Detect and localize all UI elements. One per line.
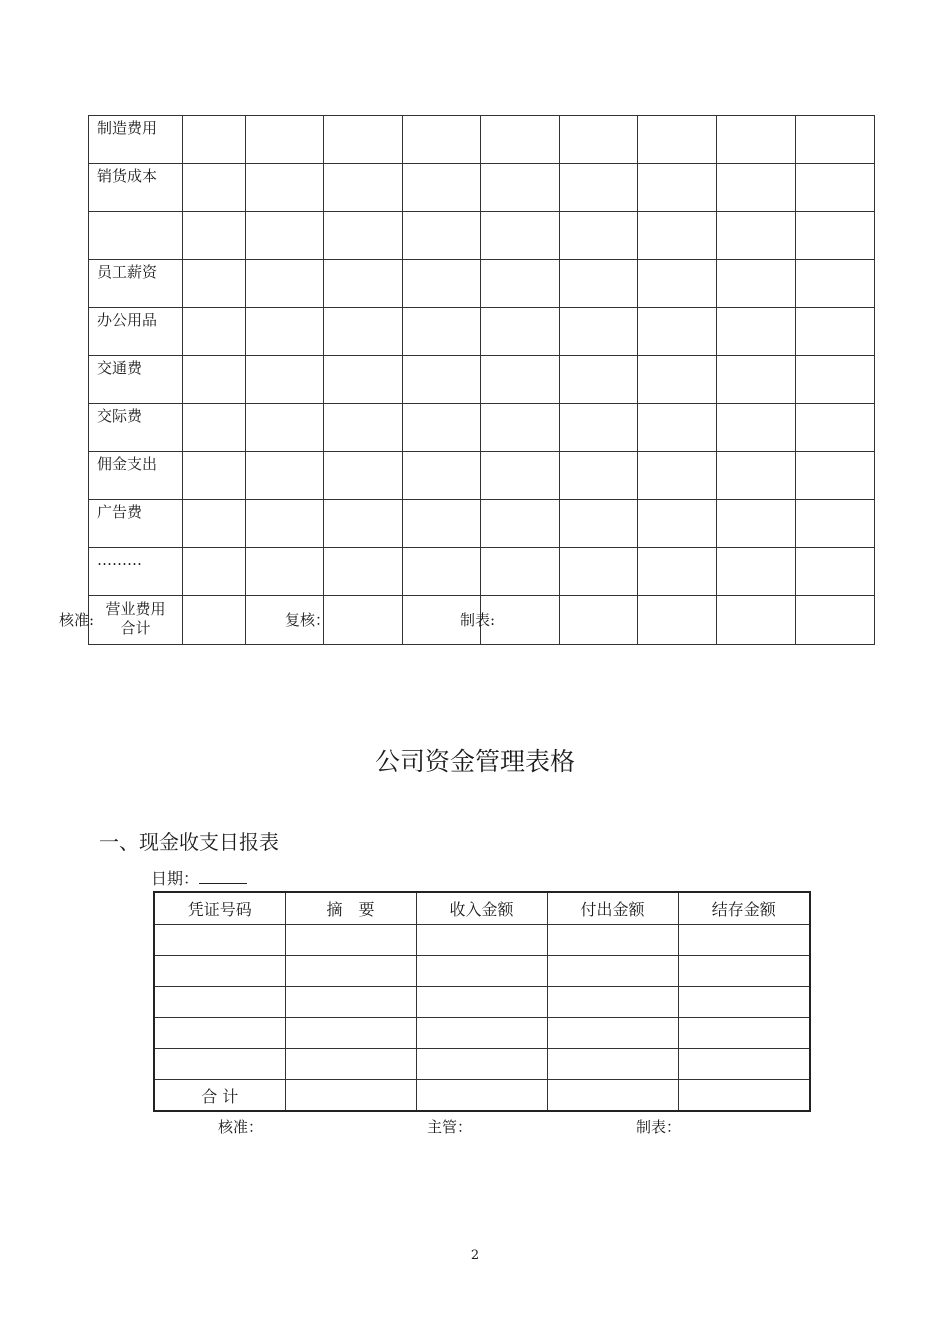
row-label-text: 佣金支出	[97, 455, 158, 473]
table-cell[interactable]	[246, 308, 324, 356]
table-cell[interactable]	[324, 116, 403, 164]
table-cell[interactable]	[403, 164, 481, 212]
table-cell[interactable]	[285, 987, 416, 1018]
table-cell[interactable]	[324, 452, 403, 500]
table-cell[interactable]	[678, 987, 810, 1018]
table-cell[interactable]	[246, 116, 324, 164]
cash-daily-report-table	[153, 891, 811, 1112]
column-header: 凭证号码	[154, 892, 285, 925]
table-cell[interactable]	[717, 596, 796, 645]
section-heading: 一、现金收支日报表	[99, 830, 279, 854]
cash-prepare-label: 制表：	[636, 1118, 682, 1136]
table-cell[interactable]	[717, 356, 796, 404]
table-cell[interactable]	[324, 260, 403, 308]
column-header: 收入金额	[416, 892, 547, 925]
table-cell[interactable]	[403, 308, 481, 356]
table-cell[interactable]	[547, 1049, 678, 1080]
row-label-text: 合计	[120, 619, 151, 637]
row-label	[89, 548, 183, 596]
table-cell[interactable]	[717, 116, 796, 164]
table-cell[interactable]	[324, 596, 403, 645]
table-row	[89, 212, 875, 260]
table-cell[interactable]	[324, 356, 403, 404]
row-label	[89, 212, 183, 260]
table-cell[interactable]	[183, 308, 246, 356]
table-cell[interactable]	[638, 500, 717, 548]
table-cell[interactable]	[638, 164, 717, 212]
table-row	[154, 987, 810, 1018]
table-cell[interactable]	[560, 260, 638, 308]
table-row	[89, 404, 875, 452]
total-label: 合 计	[154, 1080, 285, 1112]
table-cell[interactable]	[678, 1018, 810, 1049]
table-cell[interactable]	[638, 548, 717, 596]
table-cell[interactable]	[154, 956, 285, 987]
table-cell[interactable]	[796, 452, 875, 500]
table-cell[interactable]	[638, 308, 717, 356]
table-cell[interactable]	[416, 987, 547, 1018]
table-row	[89, 452, 875, 500]
table-cell[interactable]	[246, 164, 324, 212]
row-label	[89, 452, 183, 500]
table-cell[interactable]	[481, 500, 560, 548]
table-cell[interactable]	[246, 260, 324, 308]
table-cell[interactable]	[796, 596, 875, 645]
table-cell[interactable]	[547, 987, 678, 1018]
cash-approve-label: 核准：	[218, 1118, 264, 1136]
table-cell[interactable]	[796, 548, 875, 596]
table-row	[89, 500, 875, 548]
table-cell[interactable]	[678, 1049, 810, 1080]
table-cell[interactable]	[560, 404, 638, 452]
table-cell[interactable]	[416, 956, 547, 987]
table-cell[interactable]	[246, 356, 324, 404]
prepare-label: 制表:	[460, 611, 496, 629]
table-cell[interactable]	[324, 308, 403, 356]
table-cell[interactable]	[403, 212, 481, 260]
table-row	[89, 116, 875, 164]
table-cell[interactable]	[416, 1080, 547, 1112]
column-header: 结存金额	[678, 892, 810, 925]
table-cell[interactable]	[324, 164, 403, 212]
table-row	[89, 164, 875, 212]
table-row	[154, 925, 810, 956]
row-label	[89, 500, 183, 548]
approve-label: 核准:	[59, 611, 95, 629]
table-cell[interactable]	[285, 1049, 416, 1080]
table-cell[interactable]	[481, 260, 560, 308]
table-cell[interactable]	[481, 548, 560, 596]
table-cell[interactable]	[154, 1018, 285, 1049]
row-label-text: 广告费	[97, 503, 143, 521]
table-row	[89, 356, 875, 404]
row-label	[89, 116, 183, 164]
table-cell[interactable]	[547, 1018, 678, 1049]
table-cell[interactable]	[246, 404, 324, 452]
table-cell[interactable]	[717, 260, 796, 308]
row-label	[89, 308, 183, 356]
table-cell[interactable]	[183, 260, 246, 308]
table-cell[interactable]	[560, 308, 638, 356]
table-cell[interactable]	[481, 212, 560, 260]
table-cell[interactable]	[183, 116, 246, 164]
row-label	[89, 260, 183, 308]
row-label-text: 办公用品	[97, 311, 158, 329]
table-cell[interactable]	[285, 1018, 416, 1049]
table-cell[interactable]	[324, 404, 403, 452]
expense-table	[88, 115, 875, 645]
row-label-text: 营业费用	[105, 600, 166, 618]
table-cell[interactable]	[183, 452, 246, 500]
table-cell[interactable]	[324, 212, 403, 260]
table-cell[interactable]	[638, 356, 717, 404]
cash-supervisor-label: 主管：	[427, 1118, 473, 1136]
table-cell[interactable]	[183, 356, 246, 404]
table-cell[interactable]	[416, 1018, 547, 1049]
table-cell[interactable]	[481, 164, 560, 212]
table-cell[interactable]	[324, 548, 403, 596]
table-cell[interactable]	[481, 308, 560, 356]
table-cell[interactable]	[678, 925, 810, 956]
table-cell[interactable]	[638, 260, 717, 308]
table-cell[interactable]	[560, 164, 638, 212]
table-row	[154, 1018, 810, 1049]
table-cell[interactable]	[285, 925, 416, 956]
table-cell[interactable]	[403, 452, 481, 500]
table-cell[interactable]	[560, 548, 638, 596]
table-cell[interactable]	[183, 596, 246, 645]
table-cell[interactable]	[547, 925, 678, 956]
table-cell[interactable]	[481, 452, 560, 500]
table-cell[interactable]	[183, 548, 246, 596]
table-cell[interactable]	[638, 404, 717, 452]
table-row	[89, 260, 875, 308]
table-cell[interactable]	[154, 925, 285, 956]
date-label: 日期：	[151, 869, 200, 888]
table-cell[interactable]	[638, 596, 717, 645]
review-label: 复核：	[285, 611, 331, 629]
table-row	[154, 1049, 810, 1080]
table-cell[interactable]	[246, 500, 324, 548]
table-row	[154, 956, 810, 987]
table-cell[interactable]	[796, 212, 875, 260]
document-title: 公司资金管理表格	[374, 747, 575, 776]
table-cell[interactable]	[796, 356, 875, 404]
table-cell[interactable]	[285, 956, 416, 987]
table-cell[interactable]	[403, 548, 481, 596]
table-cell[interactable]	[717, 212, 796, 260]
table-cell[interactable]	[717, 404, 796, 452]
row-label-text: 交通费	[97, 359, 143, 377]
row-label	[89, 356, 183, 404]
row-label-text: 交际费	[97, 407, 143, 425]
column-header: 付出金额	[547, 892, 678, 925]
table-cell[interactable]	[154, 987, 285, 1018]
table-cell[interactable]	[285, 1080, 416, 1112]
date-field	[151, 866, 247, 889]
table-cell[interactable]	[183, 404, 246, 452]
table-cell[interactable]	[403, 116, 481, 164]
table-cell[interactable]	[183, 164, 246, 212]
table-cell[interactable]	[796, 308, 875, 356]
table-cell[interactable]	[416, 925, 547, 956]
table-cell[interactable]	[678, 1080, 810, 1112]
table-cell[interactable]	[481, 116, 560, 164]
table-cell[interactable]	[183, 212, 246, 260]
table-row	[89, 308, 875, 356]
table-cell[interactable]	[246, 548, 324, 596]
table-cell[interactable]	[246, 452, 324, 500]
table-cell[interactable]	[796, 404, 875, 452]
table-cell[interactable]	[717, 164, 796, 212]
table-cell[interactable]	[324, 500, 403, 548]
table-cell[interactable]	[638, 212, 717, 260]
table-cell[interactable]	[560, 356, 638, 404]
table-cell[interactable]	[717, 452, 796, 500]
table-cell[interactable]	[560, 212, 638, 260]
row-label-text: 销货成本	[97, 167, 158, 185]
table-cell[interactable]	[560, 116, 638, 164]
table-cell[interactable]	[717, 548, 796, 596]
table-cell[interactable]	[547, 1080, 678, 1112]
table-cell[interactable]	[547, 956, 678, 987]
table-cell[interactable]	[717, 500, 796, 548]
table-cell[interactable]	[246, 212, 324, 260]
row-label-text: 员工薪资	[97, 263, 158, 281]
table-cell[interactable]	[403, 404, 481, 452]
table-cell[interactable]	[638, 452, 717, 500]
row-label	[89, 164, 183, 212]
table-cell[interactable]	[796, 260, 875, 308]
table-cell[interactable]	[403, 500, 481, 548]
row-label-text: 制造费用	[97, 119, 158, 137]
table-cell[interactable]	[560, 500, 638, 548]
table-cell[interactable]	[796, 500, 875, 548]
table-cell[interactable]	[796, 164, 875, 212]
table-cell[interactable]	[403, 356, 481, 404]
row-label-text: ………	[97, 551, 142, 569]
table-cell[interactable]	[796, 116, 875, 164]
total-row	[154, 1080, 810, 1112]
table-cell[interactable]	[481, 404, 560, 452]
row-label	[89, 596, 183, 645]
table-cell[interactable]	[183, 500, 246, 548]
table-header-row	[154, 892, 810, 925]
table-cell[interactable]	[560, 452, 638, 500]
row-label	[89, 404, 183, 452]
table-cell[interactable]	[416, 1049, 547, 1080]
table-cell[interactable]	[717, 308, 796, 356]
table-cell[interactable]	[403, 260, 481, 308]
table-cell[interactable]	[481, 356, 560, 404]
date-blank-line	[199, 868, 247, 884]
table-cell[interactable]	[154, 1049, 285, 1080]
table-cell[interactable]	[678, 956, 810, 987]
table-cell[interactable]	[560, 596, 638, 645]
page-number: 2	[470, 1248, 480, 1263]
column-header: 摘 要	[285, 892, 416, 925]
table-row	[89, 548, 875, 596]
table-cell[interactable]	[638, 116, 717, 164]
